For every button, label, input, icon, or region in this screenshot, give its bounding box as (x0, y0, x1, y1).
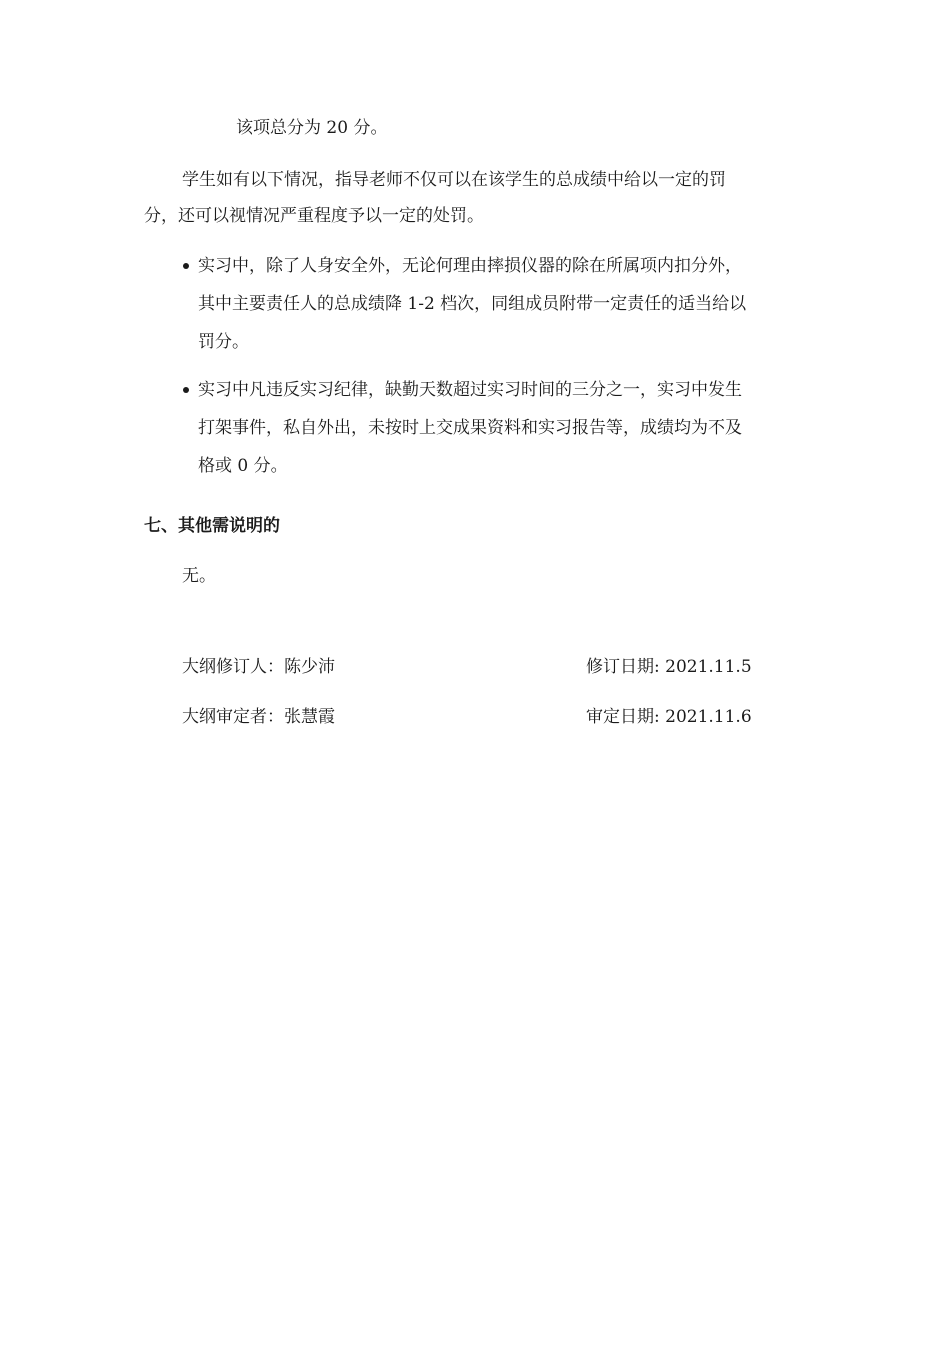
score-total-line: 该项总分为 20 分。 (236, 118, 388, 138)
bullet-2-line-1: 实习中凡违反实习纪律，缺勤天数超过实习时间的三分之一，实习中发生 (198, 380, 742, 400)
bullet-2-line-2: 打架事件，私自外出，未按时上交成果资料和实习报告等，成绩均为不及 (198, 418, 742, 438)
section-7-heading: 七、其他需说明的 (144, 516, 280, 536)
bullet-1-line-1: 实习中，除了人身安全外，无论何理由摔损仪器的除在所属项内扣分外， (198, 256, 742, 276)
approver-label: 大纲审定者：张慧霞 (182, 707, 335, 727)
bullet-dot-1 (183, 263, 189, 269)
approve-date: 审定日期: 2021.11.6 (586, 707, 752, 727)
penalty-intro-line-2: 分，还可以视情况严重程度予以一定的处罚。 (144, 206, 484, 226)
bullet-1-line-2: 其中主要责任人的总成绩降 1-2 档次，同组成员附带一定责任的适当给以 (198, 294, 747, 314)
revise-date: 修订日期: 2021.11.5 (586, 657, 752, 677)
reviser-label: 大纲修订人：陈少沛 (182, 657, 335, 677)
bullet-1-line-3: 罚分。 (198, 332, 249, 352)
penalty-intro-line-1: 学生如有以下情况，指导老师不仅可以在该学生的总成绩中给以一定的罚 (182, 170, 726, 190)
bullet-dot-2 (183, 387, 189, 393)
section-7-body: 无。 (182, 566, 216, 586)
bullet-2-line-3: 格或 0 分。 (198, 456, 288, 476)
